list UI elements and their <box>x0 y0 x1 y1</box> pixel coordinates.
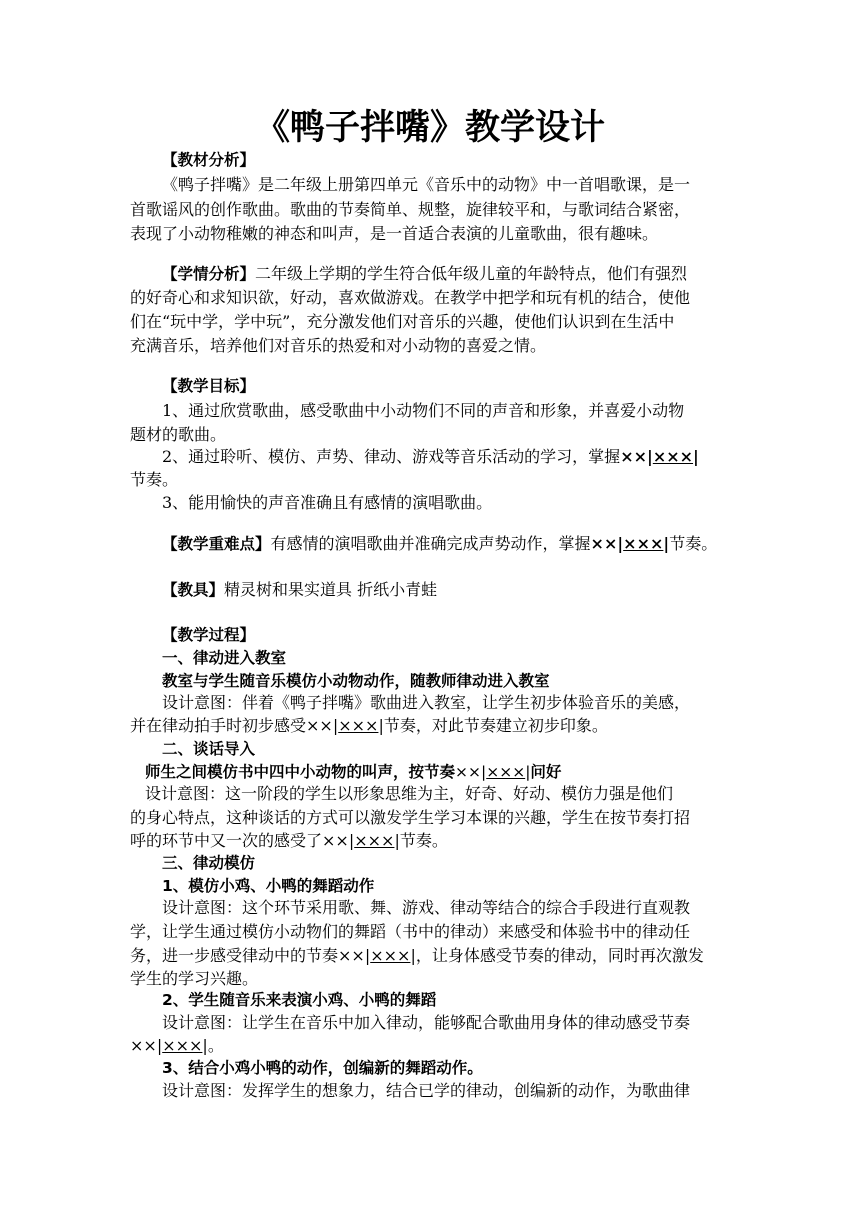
paragraph-line: 的身心特点，这种谈话的方式可以激发学生学习本课的兴趣，学生在按节奏打招 <box>130 808 691 827</box>
section-heading-goals: 【教学目标】 <box>162 377 256 395</box>
step-subheading: 师生之间模仿书中四中小动物的叫声，按节奏××|×××|问好 <box>145 763 562 781</box>
paragraph-line: 设计意图：伴着《鸭子拌嘴》歌曲进入教室，让学生初步体验音乐的美感， <box>162 693 691 712</box>
paragraph-line: 呼的环节中又一次的感受了××|×××|节奏。 <box>130 831 448 850</box>
paragraph-line: 并在律动拍手时初步感受××|×××|节奏，对此节奏建立初步印象。 <box>130 716 608 735</box>
paragraph-line: 【教具】精灵树和果实道具 折纸小青蛙 <box>162 580 438 599</box>
rhythm-notation: ××|×××| <box>455 763 531 781</box>
step-subheading: 2、学生随音乐来表演小鸡、小鸭的舞蹈 <box>162 991 437 1009</box>
section-heading-textbook: 【教材分析】 <box>162 151 256 169</box>
rhythm-notation: ××|×××| <box>338 946 416 965</box>
step-heading: 一、律动进入教室 <box>162 649 287 667</box>
section-heading-process: 【教学过程】 <box>162 626 256 644</box>
paragraph-line: 设计意图：这一阶段的学生以形象思维为主，好奇、好动、模仿力强是他们 <box>145 784 674 803</box>
step-subheading: 教室与学生随音乐模仿小动物动作，随教师律动进入教室 <box>162 672 550 690</box>
rhythm-notation: ××|×××| <box>322 831 400 850</box>
rhythm-notation: ××|×××|。 <box>130 1036 224 1055</box>
paragraph-line: 的好奇心和求知识欲，好动，喜欢做游戏。在教学中把学和玩有机的结合，使他 <box>130 288 691 307</box>
section-heading-students: 【学情分析】 <box>162 265 256 283</box>
paragraph-line: 【学情分析】二年级上学期的学生符合低年级儿童的年龄特点，他们有强烈 <box>162 264 688 283</box>
paragraph-line: 【教学重难点】有感情的演唱歌曲并准确完成声势动作，掌握××|×××|节奏。 <box>162 534 718 553</box>
step-heading: 三、律动模仿 <box>162 854 256 872</box>
section-heading-keypoints: 【教学重难点】 <box>162 535 271 553</box>
step-subheading: 3、结合小鸡小鸭的动作，创编新的舞蹈动作。 <box>162 1059 483 1077</box>
goal-item-cont: 节奏。 <box>130 470 179 489</box>
paragraph-line: 设计意图：让学生在音乐中加入律动，能够配合歌曲用身体的律动感受节奏 <box>162 1013 691 1032</box>
section-heading-tools: 【教具】 <box>162 581 225 599</box>
paragraph-line: 设计意图：发挥学生的想象力，结合已学的律动，创编新的动作，为歌曲律 <box>162 1081 691 1100</box>
rhythm-notation: ××|×××| <box>620 447 699 466</box>
paragraph-line: 《鸭子拌嘴》是二年级上册第四单元《音乐中的动物》中一首唱歌课，是一 <box>162 175 691 194</box>
rhythm-notation: ××|×××| <box>306 716 384 735</box>
paragraph-line: 们在“玩中学，学中玩”，充分激发他们对音乐的兴趣，使他们认识到在生活中 <box>130 312 675 331</box>
paragraph-line: 设计意图：这个环节采用歌、舞、游戏、律动等结合的综合手段进行直观教 <box>162 898 691 917</box>
goal-item-cont: 题材的歌曲。 <box>130 425 227 444</box>
goal-item: 2、通过聆听、模仿、声势、律动、游戏等音乐活动的学习，掌握××|×××| <box>162 447 699 466</box>
step-heading: 二、谈话导入 <box>162 740 256 758</box>
goal-item: 1、通过欣赏歌曲，感受歌曲中小动物们不同的声音和形象，并喜爱小动物 <box>162 401 685 420</box>
step-subheading: 1、模仿小鸡、小鸭的舞蹈动作 <box>162 877 375 895</box>
paragraph-line: 首歌谣风的创作歌曲。歌曲的节奏简单、规整，旋律较平和，与歌词结合紧密， <box>130 200 691 219</box>
paragraph-line: 务，进一步感受律动中的节奏××|×××|，让身体感受节奏的律动，同时再次激发 <box>130 946 704 965</box>
paragraph-line: 表现了小动物稚嫩的神态和叫声，是一首适合表演的儿童歌曲，很有趣味。 <box>130 224 659 243</box>
document-title: 《鸭子拌嘴》教学设计 <box>254 108 605 148</box>
paragraph-line: 学，让学生通过模仿小动物们的舞蹈（书中的律动）来感受和体验书中的律动任 <box>130 922 691 941</box>
paragraph-line: 学生的学习兴趣。 <box>130 969 259 988</box>
rhythm-notation: ××|×××| <box>590 534 670 553</box>
goal-item: 3、能用愉快的声音准确且有感情的演唱歌曲。 <box>162 493 493 512</box>
paragraph-line: 充满音乐，培养他们对音乐的热爱和对小动物的喜爱之情。 <box>130 336 547 355</box>
